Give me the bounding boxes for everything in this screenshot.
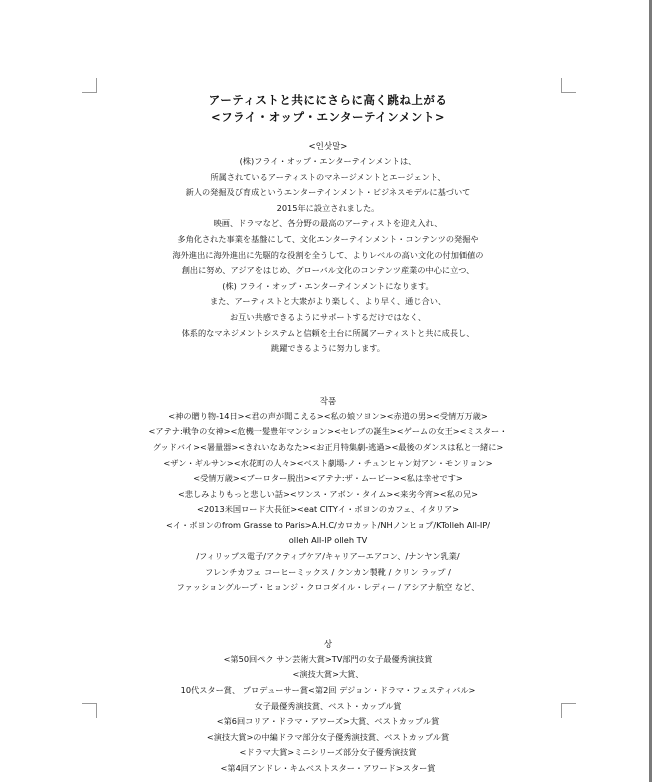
awards-line: <演技大賞>の中編ドラマ部分女子優秀演技賞、ベストカップル賞 [206,731,450,742]
works-line: /フィリップス電子/アクティブケア/キャリアーエアコン、/ナンヤン乳業/ [196,551,460,562]
works-line: <神の贈り物-14日><君の声が聞こえる><私の娘ソヨン><赤道の男><受情万万歳> [168,410,488,421]
greeting-line: 多角化された事業を基盤にして、文化エンターテインメント・コンテンツの発掘や [177,233,479,244]
greeting-line: 映画、ドラマなど、各分野の最高のアーティストを迎え入れ、 [213,218,443,229]
works-line: フレンチカフェ コーヒーミックス / クンカン製靴 / クリン ラップ / [205,566,451,577]
awards-line: 女子最優秀演技賞、ベスト・カップル賞 [254,700,402,711]
awards-section [90,652,566,777]
crop-mark-top-left [82,78,97,93]
greeting-line: 海外進出に海外進出に先駆的な役割を全うして、よりレベルの高い文化の付加価値の [172,249,484,260]
title-line-2: <フライ・オップ・エンターテインメント> [211,110,445,124]
greeting-line: お互い共感できるようにサポートするだけではなく、 [229,311,427,322]
greeting-section [90,154,566,357]
awards-heading: 상 [323,639,333,650]
works-section [90,409,566,596]
works-line: <悲しみよりもっと悲しい話><ワンス・アボン・タイム><来劣今宵><私の兄> [177,488,479,499]
greeting-line: 跳躍できるように努力します。 [271,343,385,354]
works-heading: 작품 [319,396,337,407]
works-line: <受情万歳><ブーロター脱出><アテナ:ザ・ムービー><私は幸せです> [193,473,463,484]
greeting-line: また、アーティストと大衆がより楽しく、より早く、通じ合い、 [209,296,447,307]
greeting-line: (株)フライ・オップ・エンターテインメントは、 [239,156,417,166]
greeting-line: 新人の発掘及び育成というエンターテインメント・ビジネスモデルに基づいて [185,187,471,198]
works-line: <アテナ:戦争の女神><危機一髪豊年マンション><セレブの誕生><ゲームの女王><ミスター・ [148,426,508,437]
works-line: <ザン・ギルサン><水花町の人々><ベスト劇場-ノ・チュンヒャン対アン・モンリョン> [163,457,493,468]
title-line-1: アーティストと共ににさらに高く跳ね上がる [208,93,448,107]
awards-line: 10代スター賞、 プロデューサー賞<第2回 デジョン・ドラマ・フェスティバル> [180,685,476,696]
document-body [90,92,566,777]
crop-mark-top-right [561,78,576,93]
awards-line: <第6回コリア・ドラマ・アワーズ>大賞、ベストカップル賞 [216,716,440,727]
works-line: グッドバイ><暑量器><きれいなあなた><お正月特集劇-逃過><最後のダンスは私と一緒に> [152,441,504,452]
greeting-heading: <인삿말> [308,142,348,152]
greeting-line: 2015年に設立されました。 [276,202,380,213]
awards-line: <演技大賞>大賞、 [292,669,364,680]
works-line: <イ・ボヨンのfrom Grasse to Paris>A.H.C/カロカット/NHノンヒョプ/KTolleh All-IP/ [165,519,491,530]
works-line: olleh All-IP olleh TV [288,535,368,546]
works-line: ファッショングループ・ヒョンジ・クロコダイル・レディー / アシアナ航空 など、 [176,582,480,593]
awards-line: <ドラマ大賞>ミニシリーズ部分女子優秀演技賞 [239,747,417,758]
greeting-line: 所属されているアーティストのマネージメントとエージェント、 [210,171,446,182]
greeting-line: 体系的なマネジメントシステムと信頼を土台に所属アーティストと共に成長し、 [181,327,475,338]
awards-line: <第4回アンドレ・キムベストスター・アワード>スター賞 [220,763,436,773]
greeting-line: (株) フライ・オップ・エンターテインメントになります。 [222,280,434,291]
greeting-line: 創出に努め、アジアをはじめ、グローバル文化のコンテンツ産業の中心に立つ、 [181,265,475,276]
awards-line: <第50回ペク サン芸術大賞>TV部門の女子最優秀演技賞 [223,653,433,664]
works-line: <2013米国ロード大長征><eat CITYイ・ボヨンのカフェ、イタリア> [197,504,459,515]
